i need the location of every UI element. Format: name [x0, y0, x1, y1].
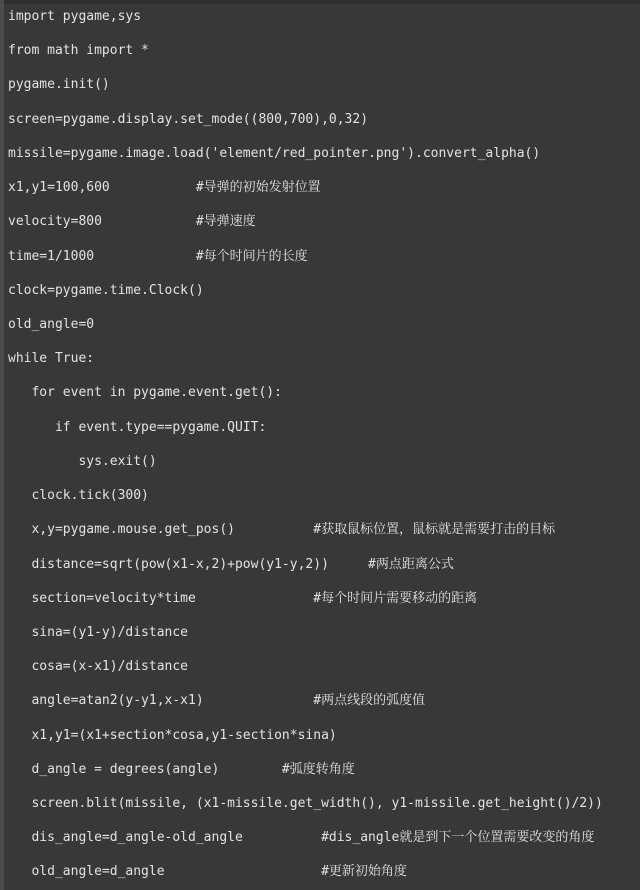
code-line: d_angle = degrees(angle) #弧度转角度 [8, 761, 355, 777]
code-line: cosa=(x-x1)/distance [8, 659, 189, 675]
code-line: import pygame,sys [8, 9, 142, 24]
code-line: x1,y1=100,600 #导弹的初始发射位置 [8, 180, 321, 196]
code-line: screen.blit(missile, (x1-missile.get_width(), y1-missile.get_height()/2)) [8, 796, 603, 812]
top-edge-band [4, 0, 640, 4]
code-line: x1,y1=(x1+section*cosa,y1-section*sina) [8, 727, 337, 743]
code-line: distance=sqrt(pow(x1-x,2)+pow(y1-y,2)) #两点距离公式 [8, 556, 454, 572]
code-line: x,y=pygame.mouse.get_pos() #获取鼠标位置，鼠标就是需要打击的目标 [8, 522, 556, 538]
code-line: missile=pygame.image.load('element/red_pointer.png').convert_alpha() [8, 145, 541, 161]
code-line: from math import * [8, 43, 149, 59]
code-line: time=1/1000 #每个时间片的长度 [8, 248, 308, 264]
code-line: section=velocity*time #每个时间片需要移动的距离 [8, 590, 478, 606]
code-line: angle=atan2(y-y1,x-x1) #两点线段的弧度值 [8, 693, 426, 709]
code-line: dis_angle=d_angle-old_angle #dis_angle就是到下一个位置需要改变的角度 [8, 830, 595, 846]
code-line: old_angle=d_angle #更新初始角度 [8, 864, 407, 880]
code-line: velocity=800 #导弹速度 [8, 214, 256, 230]
code-line: while True: [8, 351, 95, 367]
left-edge-strip [0, 0, 4, 890]
code-line: if event.type==pygame.QUIT: [8, 419, 267, 435]
code-line: clock=pygame.time.Clock() [8, 282, 204, 298]
code-line: old_angle=0 [8, 316, 95, 332]
code-line: sina=(y1-y)/distance [8, 624, 189, 640]
code-line: clock.tick(300) [8, 488, 149, 504]
code-line: for event in pygame.event.get(): [8, 385, 282, 401]
code-line: pygame.init() [8, 77, 110, 93]
code-line: sys.exit() [8, 453, 157, 469]
code-line: screen=pygame.display.set_mode((800,700),0,32) [8, 111, 369, 127]
